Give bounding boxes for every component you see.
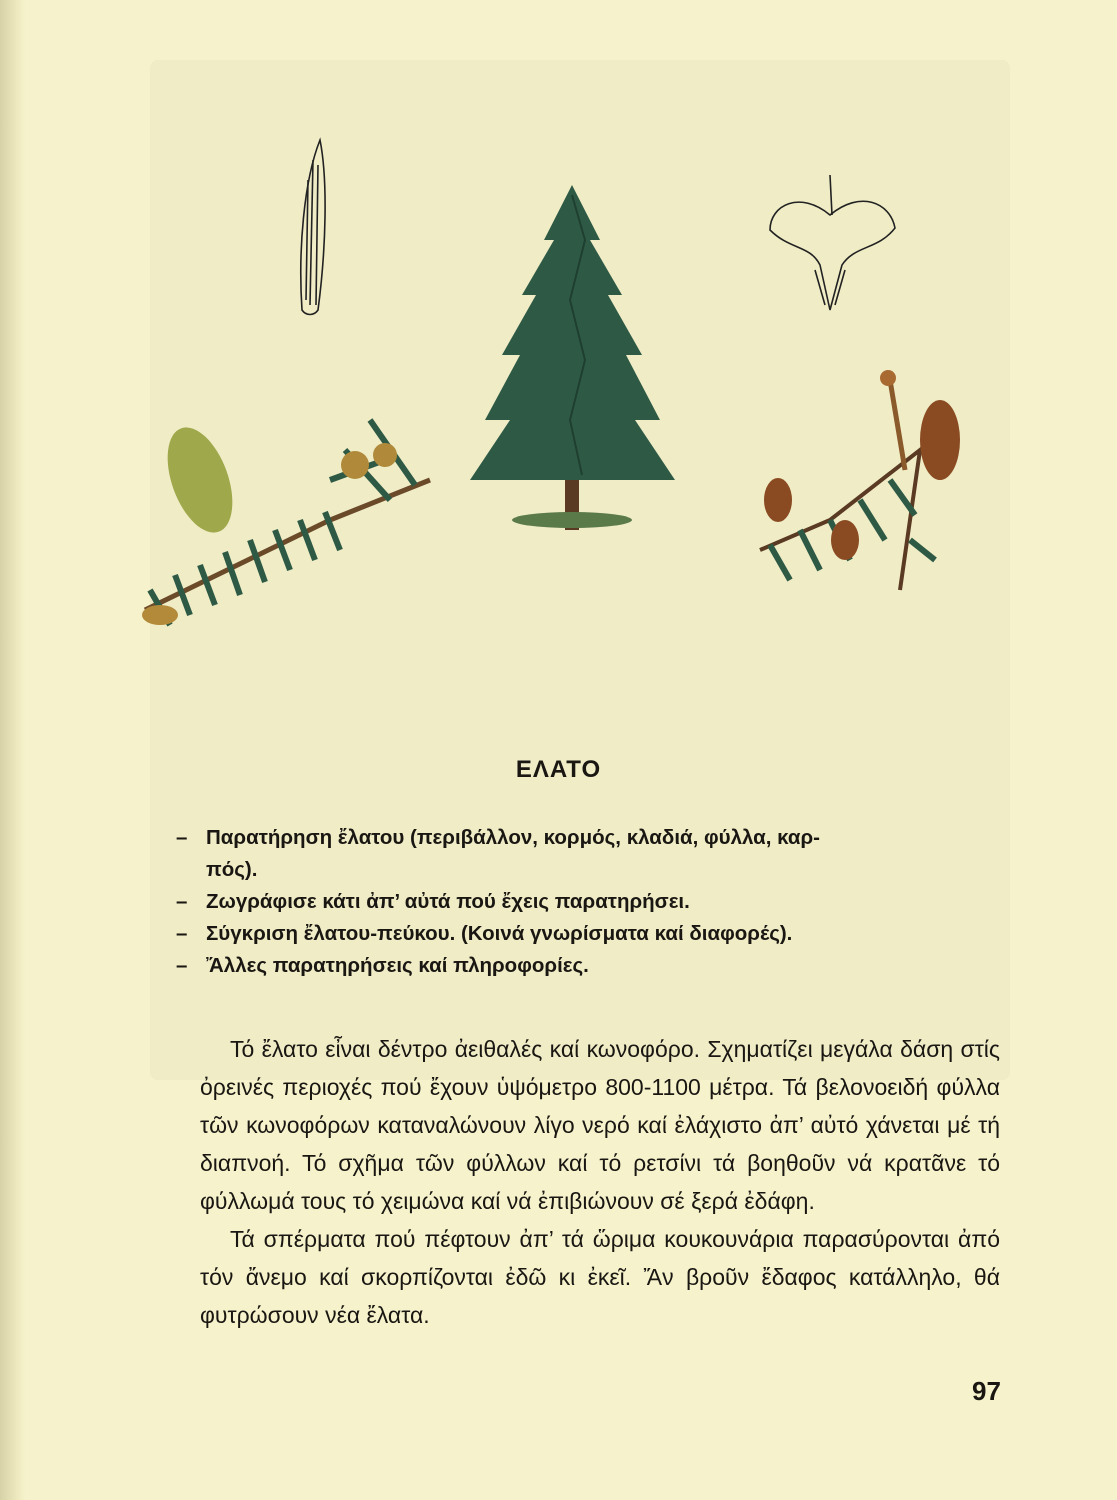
list-item <box>176 822 996 886</box>
fir-branch-with-upright-cones <box>760 370 960 590</box>
fir-illustrations <box>130 120 1010 650</box>
list-item <box>176 950 996 982</box>
fir-tree <box>470 185 675 530</box>
bullet-dash: – <box>176 922 188 945</box>
seed-scale-drawing <box>770 175 895 310</box>
list-item <box>176 886 996 918</box>
paragraph: Τά σπέρματα πού πέφτουν ἀπ’ τά ὥριμα κουκουνάρια παρασύρονται ἀπό τόν ἄνεμο καί σκορπίζονται ἐδῶ κι ἐκεῖ. Ἄν βροῦν ἔδαφος κατάλληλο, θά φυτρώσουν νέα ἔλατα. <box>200 1226 1000 1328</box>
fir-branch-with-cones <box>142 419 430 625</box>
page-title: ΕΛΑΤΟ <box>515 756 602 783</box>
list-item <box>176 918 996 950</box>
bullet-dash: – <box>176 954 188 977</box>
task-text: Ζωγράφισε κάτι ἀπ’ αὐτά πού ἔχεις παρατηρήσει. <box>206 890 690 913</box>
task-list <box>176 822 996 982</box>
task-text-line-1: Παρατήρηση ἔλατου (περιβάλλον, κορμός, κλαδιά, φύλλα, καρ- <box>206 826 821 849</box>
body-text <box>200 1030 1000 1334</box>
fir-needle-drawing <box>301 140 325 315</box>
page-number: 97 <box>972 1376 1001 1406</box>
task-text: Σύγκριση ἔλατου-πεύκου. (Κοινά γνωρίσματα καί διαφορές). <box>206 922 793 945</box>
task-text-line-2: πός). <box>206 858 258 881</box>
task-text: Ἄλλες παρατηρήσεις καί πληροφορίες. <box>206 954 589 977</box>
bullet-dash: – <box>176 890 188 913</box>
bullet-dash: – <box>176 826 188 849</box>
paragraph: Τό ἔλατο εἶναι δέντρο ἀειθαλές καί κωνοφόρο. Σχηματίζει μεγάλα δάση στίς ὀρεινές περιοχές πού ἔχουν ὑψόμετρο 800-1100 μέτρα. Τά βελονοειδή φύλλα τῶν κωνοφόρων καταναλώνουν λίγο νερό καί ἐλάχιστο ἀπ’ αὐτό χάνεται μέ τή διαπνοή. Τό σχῆμα τῶν φύλλων καί τό ρετσίνι τά βοηθοῦν νά κρατᾶνε τό φύλλωμά τους τό χειμώνα καί νά ἐπιβιώνουν σέ ξερά ἐδάφη. <box>200 1036 1000 1214</box>
book-spine <box>0 0 26 1500</box>
